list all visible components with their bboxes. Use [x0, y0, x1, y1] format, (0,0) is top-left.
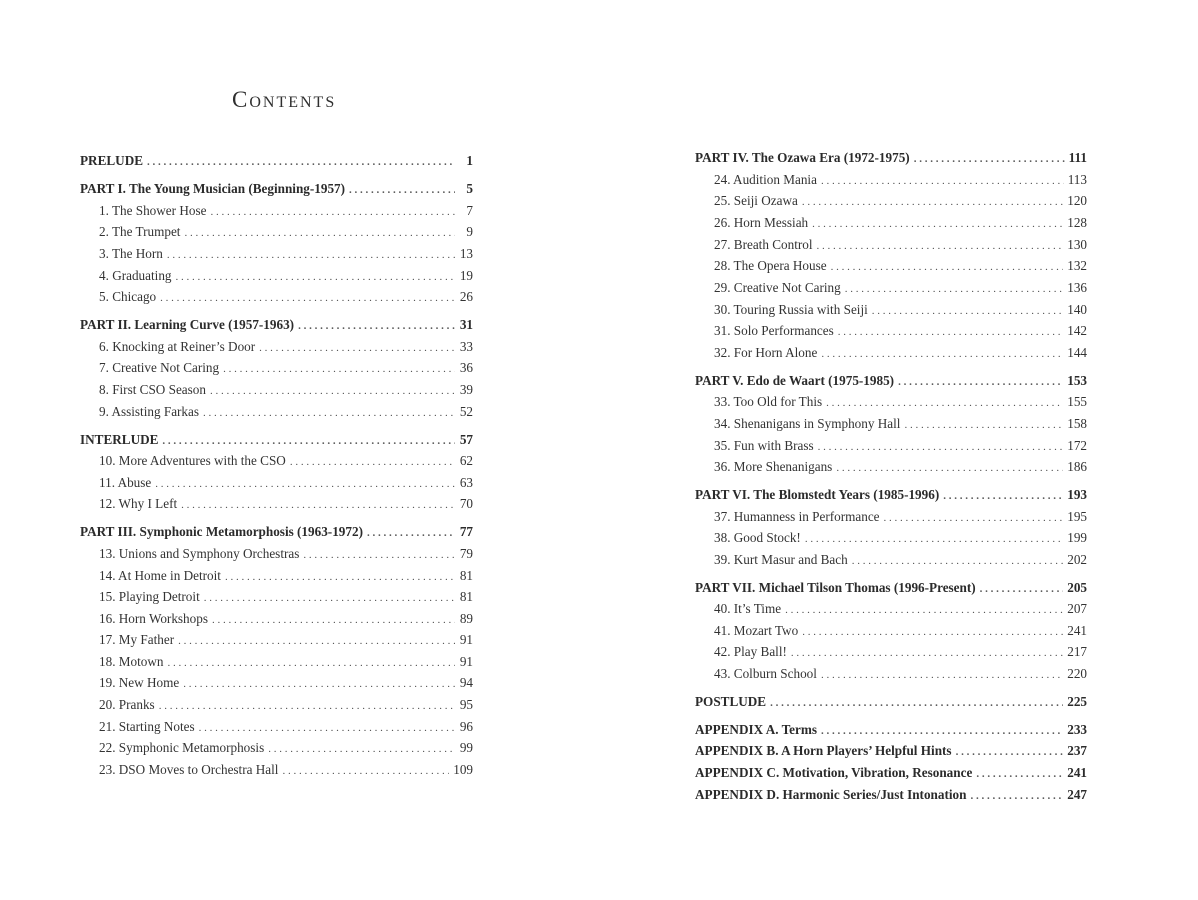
entry-title: 15. Playing Detroit: [99, 589, 200, 604]
toc-chapter-entry[interactable]: [80, 245, 473, 264]
toc-chapter-entry[interactable]: [695, 529, 1087, 548]
toc-chapter-entry[interactable]: [80, 452, 473, 471]
entry-title: 5. Chicago: [99, 289, 157, 304]
entry-title: 22. Symphonic Metamorphosis: [99, 740, 265, 755]
toc-chapter-entry[interactable]: [695, 236, 1087, 255]
dot-leader: [821, 344, 1063, 363]
dot-leader: [836, 458, 1063, 477]
page-number: 220: [1067, 666, 1087, 681]
dot-leader: [225, 567, 455, 586]
dot-leader: [181, 495, 455, 514]
page-number: 186: [1067, 459, 1087, 474]
toc-part-entry[interactable]: [695, 742, 1087, 761]
entry-title: 1. The Shower Hose: [99, 203, 207, 218]
dot-leader: [817, 236, 1064, 255]
entry-title: 3. The Horn: [99, 246, 163, 261]
dot-leader: [976, 764, 1063, 783]
toc-chapter-entry[interactable]: [80, 403, 473, 422]
toc-chapter-entry[interactable]: [80, 545, 473, 564]
entry-title: 4. Graduating: [99, 268, 172, 283]
dot-leader: [898, 372, 1063, 391]
dot-leader: [210, 381, 455, 400]
page-number: 81: [459, 568, 473, 583]
page-number: 207: [1067, 601, 1087, 616]
dot-leader: [159, 696, 455, 715]
dot-leader: [367, 523, 455, 542]
page-number: 31: [459, 317, 473, 332]
page-number: 202: [1067, 552, 1087, 567]
entry-title: 2. The Trumpet: [99, 224, 181, 239]
toc-chapter-entry[interactable]: [80, 288, 473, 307]
page-number: 199: [1067, 530, 1087, 545]
entry-title: 13. Unions and Symphony Orchestras: [99, 546, 300, 561]
entry-title: 26. Horn Messiah: [714, 215, 809, 230]
page-number: 33: [459, 339, 473, 354]
toc-chapter-entry[interactable]: [695, 643, 1087, 662]
dot-leader: [268, 739, 455, 758]
toc-chapter-entry[interactable]: [80, 610, 473, 629]
page-number: 128: [1067, 215, 1087, 230]
dot-leader: [282, 761, 449, 780]
dot-leader: [199, 718, 455, 737]
dot-leader: [980, 579, 1064, 598]
entry-title: 38. Good Stock!: [714, 530, 801, 545]
dot-leader: [223, 359, 455, 378]
dot-leader: [155, 474, 455, 493]
entry-title: PART III. Symphonic Metamorphosis (1963-1972): [80, 524, 363, 539]
entry-title: APPENDIX C. Motivation, Vibration, Resonance: [695, 765, 973, 780]
dot-leader: [802, 192, 1063, 211]
dot-leader: [160, 288, 455, 307]
dot-leader: [914, 149, 1065, 168]
entry-title: 7. Creative Not Caring: [99, 360, 220, 375]
page-number: 195: [1067, 509, 1087, 524]
entry-title: 32. For Horn Alone: [714, 345, 818, 360]
entry-title: 20. Pranks: [99, 697, 155, 712]
page-number: 57: [459, 432, 473, 447]
dot-leader: [872, 301, 1063, 320]
page-number: 91: [459, 632, 473, 647]
entry-title: 16. Horn Workshops: [99, 611, 208, 626]
entry-title: INTERLUDE: [80, 432, 159, 447]
page-number: 217: [1067, 644, 1087, 659]
dot-leader: [821, 171, 1064, 190]
toc-part-entry[interactable]: [695, 693, 1087, 712]
toc-chapter-entry[interactable]: [695, 600, 1087, 619]
toc-chapter-entry[interactable]: [695, 437, 1087, 456]
toc-part-entry[interactable]: [695, 372, 1087, 391]
dot-leader: [821, 665, 1063, 684]
toc-part-entry[interactable]: [695, 764, 1087, 783]
entry-title: PART IV. The Ozawa Era (1972-1975): [695, 150, 910, 165]
page-title: Contents: [232, 87, 337, 112]
page-number: 158: [1067, 416, 1087, 431]
page-number: 247: [1067, 787, 1087, 802]
dot-leader: [845, 279, 1064, 298]
page-number: 109: [453, 762, 473, 777]
toc-chapter-entry[interactable]: [80, 267, 473, 286]
entry-title: 36. More Shenanigans: [714, 459, 833, 474]
page-number: 79: [459, 546, 473, 561]
page-number: 81: [459, 589, 473, 604]
dot-leader: [852, 551, 1064, 570]
entry-title: POSTLUDE: [695, 694, 767, 709]
page-number: 241: [1067, 623, 1087, 638]
dot-leader: [812, 214, 1063, 233]
entry-title: 28. The Opera House: [714, 258, 827, 273]
entry-title: 18. Motown: [99, 654, 164, 669]
page-number: 89: [459, 611, 473, 626]
dot-leader: [162, 431, 455, 450]
entry-title: 11. Abuse: [99, 475, 152, 490]
toc-chapter-entry[interactable]: [695, 214, 1087, 233]
entry-title: 19. New Home: [99, 675, 180, 690]
dot-leader: [838, 322, 1063, 341]
dot-leader: [167, 245, 455, 264]
page-number: 155: [1067, 394, 1087, 409]
toc-part-entry[interactable]: [80, 523, 473, 542]
toc-chapter-entry[interactable]: [695, 393, 1087, 412]
dot-leader: [212, 610, 455, 629]
entry-title: 25. Seiji Ozawa: [714, 193, 798, 208]
entry-title: 21. Starting Notes: [99, 719, 195, 734]
toc-part-entry[interactable]: [80, 180, 473, 199]
entry-title: APPENDIX D. Harmonic Series/Just Intonation: [695, 787, 967, 802]
entry-title: 12. Why I Left: [99, 496, 178, 511]
page-number: 70: [459, 496, 473, 511]
dot-leader: [943, 486, 1063, 505]
dot-leader: [167, 653, 455, 672]
toc-chapter-entry[interactable]: [695, 508, 1087, 527]
toc-chapter-entry[interactable]: [80, 474, 473, 493]
entry-title: 6. Knocking at Reiner’s Door: [99, 339, 256, 354]
entry-title: 9. Assisting Farkas: [99, 404, 200, 419]
toc-chapter-entry[interactable]: [80, 338, 473, 357]
page-number: 205: [1067, 580, 1087, 595]
dot-leader: [785, 600, 1063, 619]
entry-title: PART V. Edo de Waart (1975-1985): [695, 373, 895, 388]
page-number: 91: [459, 654, 473, 669]
entry-title: 27. Breath Control: [714, 237, 813, 252]
toc-chapter-entry[interactable]: [695, 622, 1087, 641]
dot-leader: [176, 267, 455, 286]
dot-leader: [970, 786, 1063, 805]
page-number: 7: [466, 203, 473, 218]
dot-leader: [818, 437, 1064, 456]
page-number: 130: [1067, 237, 1087, 252]
toc-chapter-entry[interactable]: [695, 171, 1087, 190]
dot-leader: [203, 403, 455, 422]
page-number: 36: [459, 360, 473, 375]
toc-part-entry[interactable]: [695, 786, 1087, 805]
entry-title: PRELUDE: [80, 153, 144, 168]
page-number: 113: [1067, 172, 1087, 187]
dot-leader: [826, 393, 1063, 412]
page-number: 142: [1067, 323, 1087, 338]
entry-title: 43. Colburn School: [714, 666, 817, 681]
toc-chapter-entry[interactable]: [80, 495, 473, 514]
dot-leader: [770, 693, 1063, 712]
toc-chapter-entry[interactable]: [695, 665, 1087, 684]
entry-title: 24. Audition Mania: [714, 172, 817, 187]
dot-leader: [210, 202, 455, 221]
entry-title: 40. It’s Time: [714, 601, 782, 616]
page-number: 241: [1067, 765, 1087, 780]
toc-chapter-entry[interactable]: [80, 674, 473, 693]
entry-title: PART I. The Young Musician (Beginning-1957): [80, 181, 346, 196]
entry-title: 23. DSO Moves to Orchestra Hall: [99, 762, 279, 777]
dot-leader: [259, 338, 455, 357]
toc-chapter-entry[interactable]: [80, 567, 473, 586]
page-number: 52: [459, 404, 473, 419]
dot-leader: [802, 622, 1063, 641]
toc-chapter-entry[interactable]: [80, 359, 473, 378]
page-number: 26: [459, 289, 473, 304]
entry-title: APPENDIX B. A Horn Players’ Helpful Hints: [695, 743, 952, 758]
entry-title: 34. Shenanigans in Symphony Hall: [714, 416, 901, 431]
toc-chapter-entry[interactable]: [695, 192, 1087, 211]
page-number: 225: [1067, 694, 1087, 709]
entry-title: 10. More Adventures with the CSO: [99, 453, 286, 468]
page-number: 99: [459, 740, 473, 755]
page-number: 193: [1067, 487, 1087, 502]
toc-part-entry[interactable]: [80, 431, 473, 450]
page-number: 153: [1067, 373, 1087, 388]
page-number: 1: [466, 153, 473, 168]
dot-leader: [821, 721, 1063, 740]
toc-chapter-entry[interactable]: [695, 322, 1087, 341]
dot-leader: [956, 742, 1064, 761]
toc-chapter-entry[interactable]: [80, 761, 473, 780]
entry-title: 31. Solo Performances: [714, 323, 834, 338]
dot-leader: [349, 180, 455, 199]
dot-leader: [178, 631, 455, 650]
page-number: 19: [459, 268, 473, 283]
page-number: 5: [466, 181, 473, 196]
entry-title: 35. Fun with Brass: [714, 438, 814, 453]
page-number: 111: [1068, 150, 1087, 165]
entry-title: 17. My Father: [99, 632, 175, 647]
dot-leader: [303, 545, 455, 564]
dot-leader: [290, 452, 455, 471]
toc-chapter-entry[interactable]: [80, 381, 473, 400]
toc-part-entry[interactable]: [695, 579, 1087, 598]
toc-chapter-entry[interactable]: [695, 415, 1087, 434]
toc-chapter-entry[interactable]: [80, 718, 473, 737]
page-number: 9: [466, 224, 473, 239]
toc-chapter-entry[interactable]: [695, 551, 1087, 570]
entry-title: 39. Kurt Masur and Bach: [714, 552, 848, 567]
toc-chapter-entry[interactable]: [80, 202, 473, 221]
toc-chapter-entry[interactable]: [80, 588, 473, 607]
page-number: 233: [1067, 722, 1087, 737]
dot-leader: [298, 316, 455, 335]
entry-title: 33. Too Old for This: [714, 394, 823, 409]
page-number: 77: [459, 524, 473, 539]
entry-title: 41. Mozart Two: [714, 623, 799, 638]
dot-leader: [884, 508, 1064, 527]
page-number: 144: [1067, 345, 1087, 360]
page-number: 63: [459, 475, 473, 490]
entry-title: PART VI. The Blomstedt Years (1985-1996): [695, 487, 940, 502]
page-number: 140: [1067, 302, 1087, 317]
toc-part-entry[interactable]: [695, 721, 1087, 740]
dot-leader: [183, 674, 455, 693]
toc-chapter-entry[interactable]: [695, 257, 1087, 276]
page-number: 94: [459, 675, 473, 690]
entry-title: 29. Creative Not Caring: [714, 280, 841, 295]
page-number: 172: [1067, 438, 1087, 453]
toc-chapter-entry[interactable]: [80, 739, 473, 758]
page-number: 120: [1067, 193, 1087, 208]
entry-title: APPENDIX A. Terms: [695, 722, 817, 737]
page-number: 62: [459, 453, 473, 468]
entry-title: 14. At Home in Detroit: [99, 568, 221, 583]
page-number: 13: [459, 246, 473, 261]
toc-part-entry[interactable]: [80, 316, 473, 335]
dot-leader: [791, 643, 1063, 662]
dot-leader: [805, 529, 1063, 548]
entry-title: 30. Touring Russia with Seiji: [714, 302, 868, 317]
toc-chapter-entry[interactable]: [695, 279, 1087, 298]
toc-chapter-entry[interactable]: [80, 696, 473, 715]
entry-title: 37. Humanness in Performance: [714, 509, 880, 524]
page-number: 96: [459, 719, 473, 734]
entry-title: 8. First CSO Season: [99, 382, 206, 397]
entry-title: PART VII. Michael Tilson Thomas (1996-Present): [695, 580, 976, 595]
toc-part-entry[interactable]: [80, 152, 473, 171]
toc-chapter-entry[interactable]: [80, 631, 473, 650]
entry-title: 42. Play Ball!: [714, 644, 787, 659]
toc-chapter-entry[interactable]: [695, 458, 1087, 477]
page-number: 39: [459, 382, 473, 397]
dot-leader: [831, 257, 1064, 276]
page-number: 132: [1067, 258, 1087, 273]
dot-leader: [184, 223, 455, 242]
toc-part-entry[interactable]: [695, 486, 1087, 505]
toc-chapter-entry[interactable]: [695, 344, 1087, 363]
toc-chapter-entry[interactable]: [695, 301, 1087, 320]
toc-part-entry[interactable]: [695, 149, 1087, 168]
entry-title: PART II. Learning Curve (1957-1963): [80, 317, 295, 332]
page-number: 95: [459, 697, 473, 712]
page-number: 136: [1067, 280, 1087, 295]
toc-chapter-entry[interactable]: [80, 653, 473, 672]
toc-chapter-entry[interactable]: [80, 223, 473, 242]
dot-leader: [204, 588, 455, 607]
dot-leader: [147, 152, 455, 171]
dot-leader: [904, 415, 1063, 434]
page-number: 237: [1067, 743, 1087, 758]
